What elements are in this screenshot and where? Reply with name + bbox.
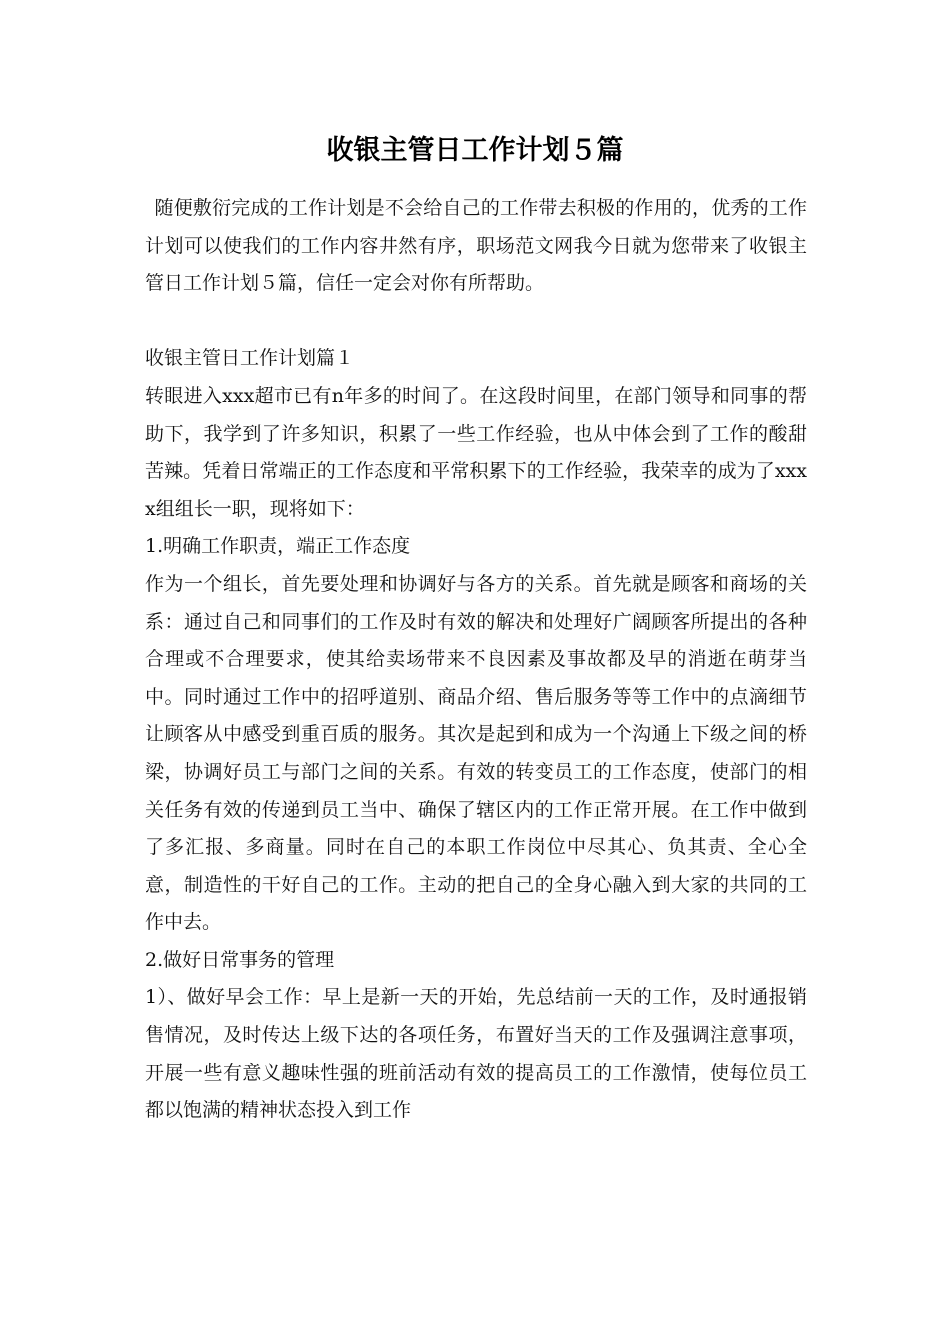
body-paragraph-3: 1）、做好早会工作：早上是新一天的开始，先总结前一天的工作，及时通报销售情况，及时传达上级下达的各项任务，布置好当天的工作及强调注意事项，开展一些有意义趣味性强的班前活动有效的提高员工的工作激情，使每位员工都以饱满的精神状态投入到工作 [145,986,807,1122]
subheading-1: 1.明确工作职责，端正工作态度 [145,535,411,558]
subheading-2: 2.做好日常事务的管理 [145,948,335,971]
intro-paragraph: 随便敷衍完成的工作计划是不会给自己的工作带去积极的作用的，优秀的工作计划可以使我们的工作内容井然有序，职场范文网我今日就为您带来了收银主管日工作计划５篇，信任一定会对你有所帮助。 [145,197,807,295]
document-title: 收银主管日工作计划５篇 [326,135,624,166]
body-paragraph-2: 作为一个组长，首先要处理和协调好与各方的关系。首先就是顾客和商场的关系：通过自己和同事们的工作及时有效的解决和处理好广阔顾客所提出的各种合理或不合理要求，使其给卖场带来不良因素及事故都及早的消逝在萌芽当中。同时通过工作中的招呼道别、商品介绍、售后服务等等工作中的点滴细节让顾客从中感受到重百质的服务。其次是起到和成为一个沟通上下级之间的桥梁，协调好员工与部门之间的关系。有效的转变员工的工作态度，使部门的相关任务有效的传递到员工当中、确保了辖区内的工作正常开展。在工作中做到了多汇报、多商量。同时在自己的本职工作岗位中尽其心、负其责、全心全意，制造性的干好自己的工作。主动的把自己的全身心融入到大家的共同的工作中去。 [145,572,807,934]
section-heading: 收银主管日工作计划篇１ [145,347,355,370]
document-body [145,190,807,1130]
paragraph-spacer [145,303,807,341]
body-paragraph-1: 转眼进入xxx超市已有n年多的时间了。在这段时间里，在部门领导和同事的帮助下，我学到了许多知识，积累了一些工作经验，也从中体会到了工作的酸甜苦辣。凭着日常端正的工作态度和平常积累下的工作经验，我荣幸的成为了xxxx组组长一职，现将如下： [145,384,807,520]
